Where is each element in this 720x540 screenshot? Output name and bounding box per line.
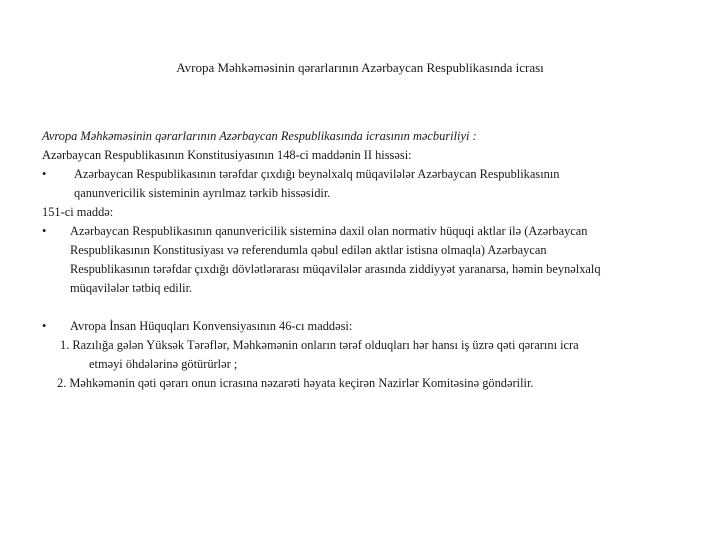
numbered-item-1-line-1: 1. Razılığa gələn Yüksək Tərəflər, Məhkəmənin onların tərəf olduqları hər hansı iş üzrə qəti qərarını icra <box>60 338 579 352</box>
bullet-2-line-4: müqavilələr tətbiq edilir. <box>70 281 193 295</box>
bullet-item-1 <box>42 165 692 203</box>
bullet-1-line-1: Azərbaycan Respublikasının tərəfdar çıxdığı beynəlxalq müqavilələr Azərbaycan Respublikasının <box>74 167 560 181</box>
bullet-item-2 <box>42 222 692 298</box>
bullet-2-line-2: Respublikasının Konstitusiyası və referendumla qəbul edilən aktlar istisna olmaqla) Azərbaycan <box>70 243 547 257</box>
spacer <box>42 298 692 317</box>
intro-line: Avropa Məhkəməsinin qərarlarının Azərbaycan Respublikasında icrasının məcburiliyi : <box>42 129 477 143</box>
constitution-reference: Azərbaycan Respublikasının Konstitusiyasının 148-ci maddənin II hissəsi: <box>42 148 412 162</box>
numbered-item-2: 2. Məhkəmənin qəti qərarı onun icrasına nəzarəti həyata keçirən Nazirlər Komitəsinə göndərilir. <box>57 376 534 390</box>
slide-body <box>42 127 692 393</box>
article-151-heading: 151-ci maddə: <box>42 205 114 219</box>
bullet-3-line-1: Avropa İnsan Hüquqları Konvensiyasının 46-cı maddəsi: <box>70 319 353 333</box>
numbered-item-1-line-2: etməyi öhdələrinə götürürlər ; <box>89 357 238 371</box>
slide-title: Avropa Məhkəməsinin qərarlarının Azərbaycan Respublikasında icrası <box>176 60 544 75</box>
bullet-marker: • <box>42 167 47 181</box>
bullet-1-line-2: qanunvericilik sisteminin ayrılmaz tərkib hissəsidir. <box>74 186 331 200</box>
bullet-marker: • <box>42 319 47 333</box>
bullet-2-line-3: Respublikasının tərəfdar çıxdığı dövlətlərarası müqavilələr arasında ziddiyyət yaranarsa, həmin beynəlxalq <box>70 262 601 276</box>
bullet-1-text <box>74 165 559 203</box>
bullet-marker: • <box>42 224 47 238</box>
bullet-3-text <box>70 317 352 336</box>
bullet-2-text <box>70 222 601 298</box>
bullet-2-line-1: Azərbaycan Respublikasının qanunvericilik sisteminə daxil olan normativ hüquqi aktlar ilə (Azərbaycan <box>70 224 588 238</box>
bullet-item-3 <box>42 317 692 336</box>
